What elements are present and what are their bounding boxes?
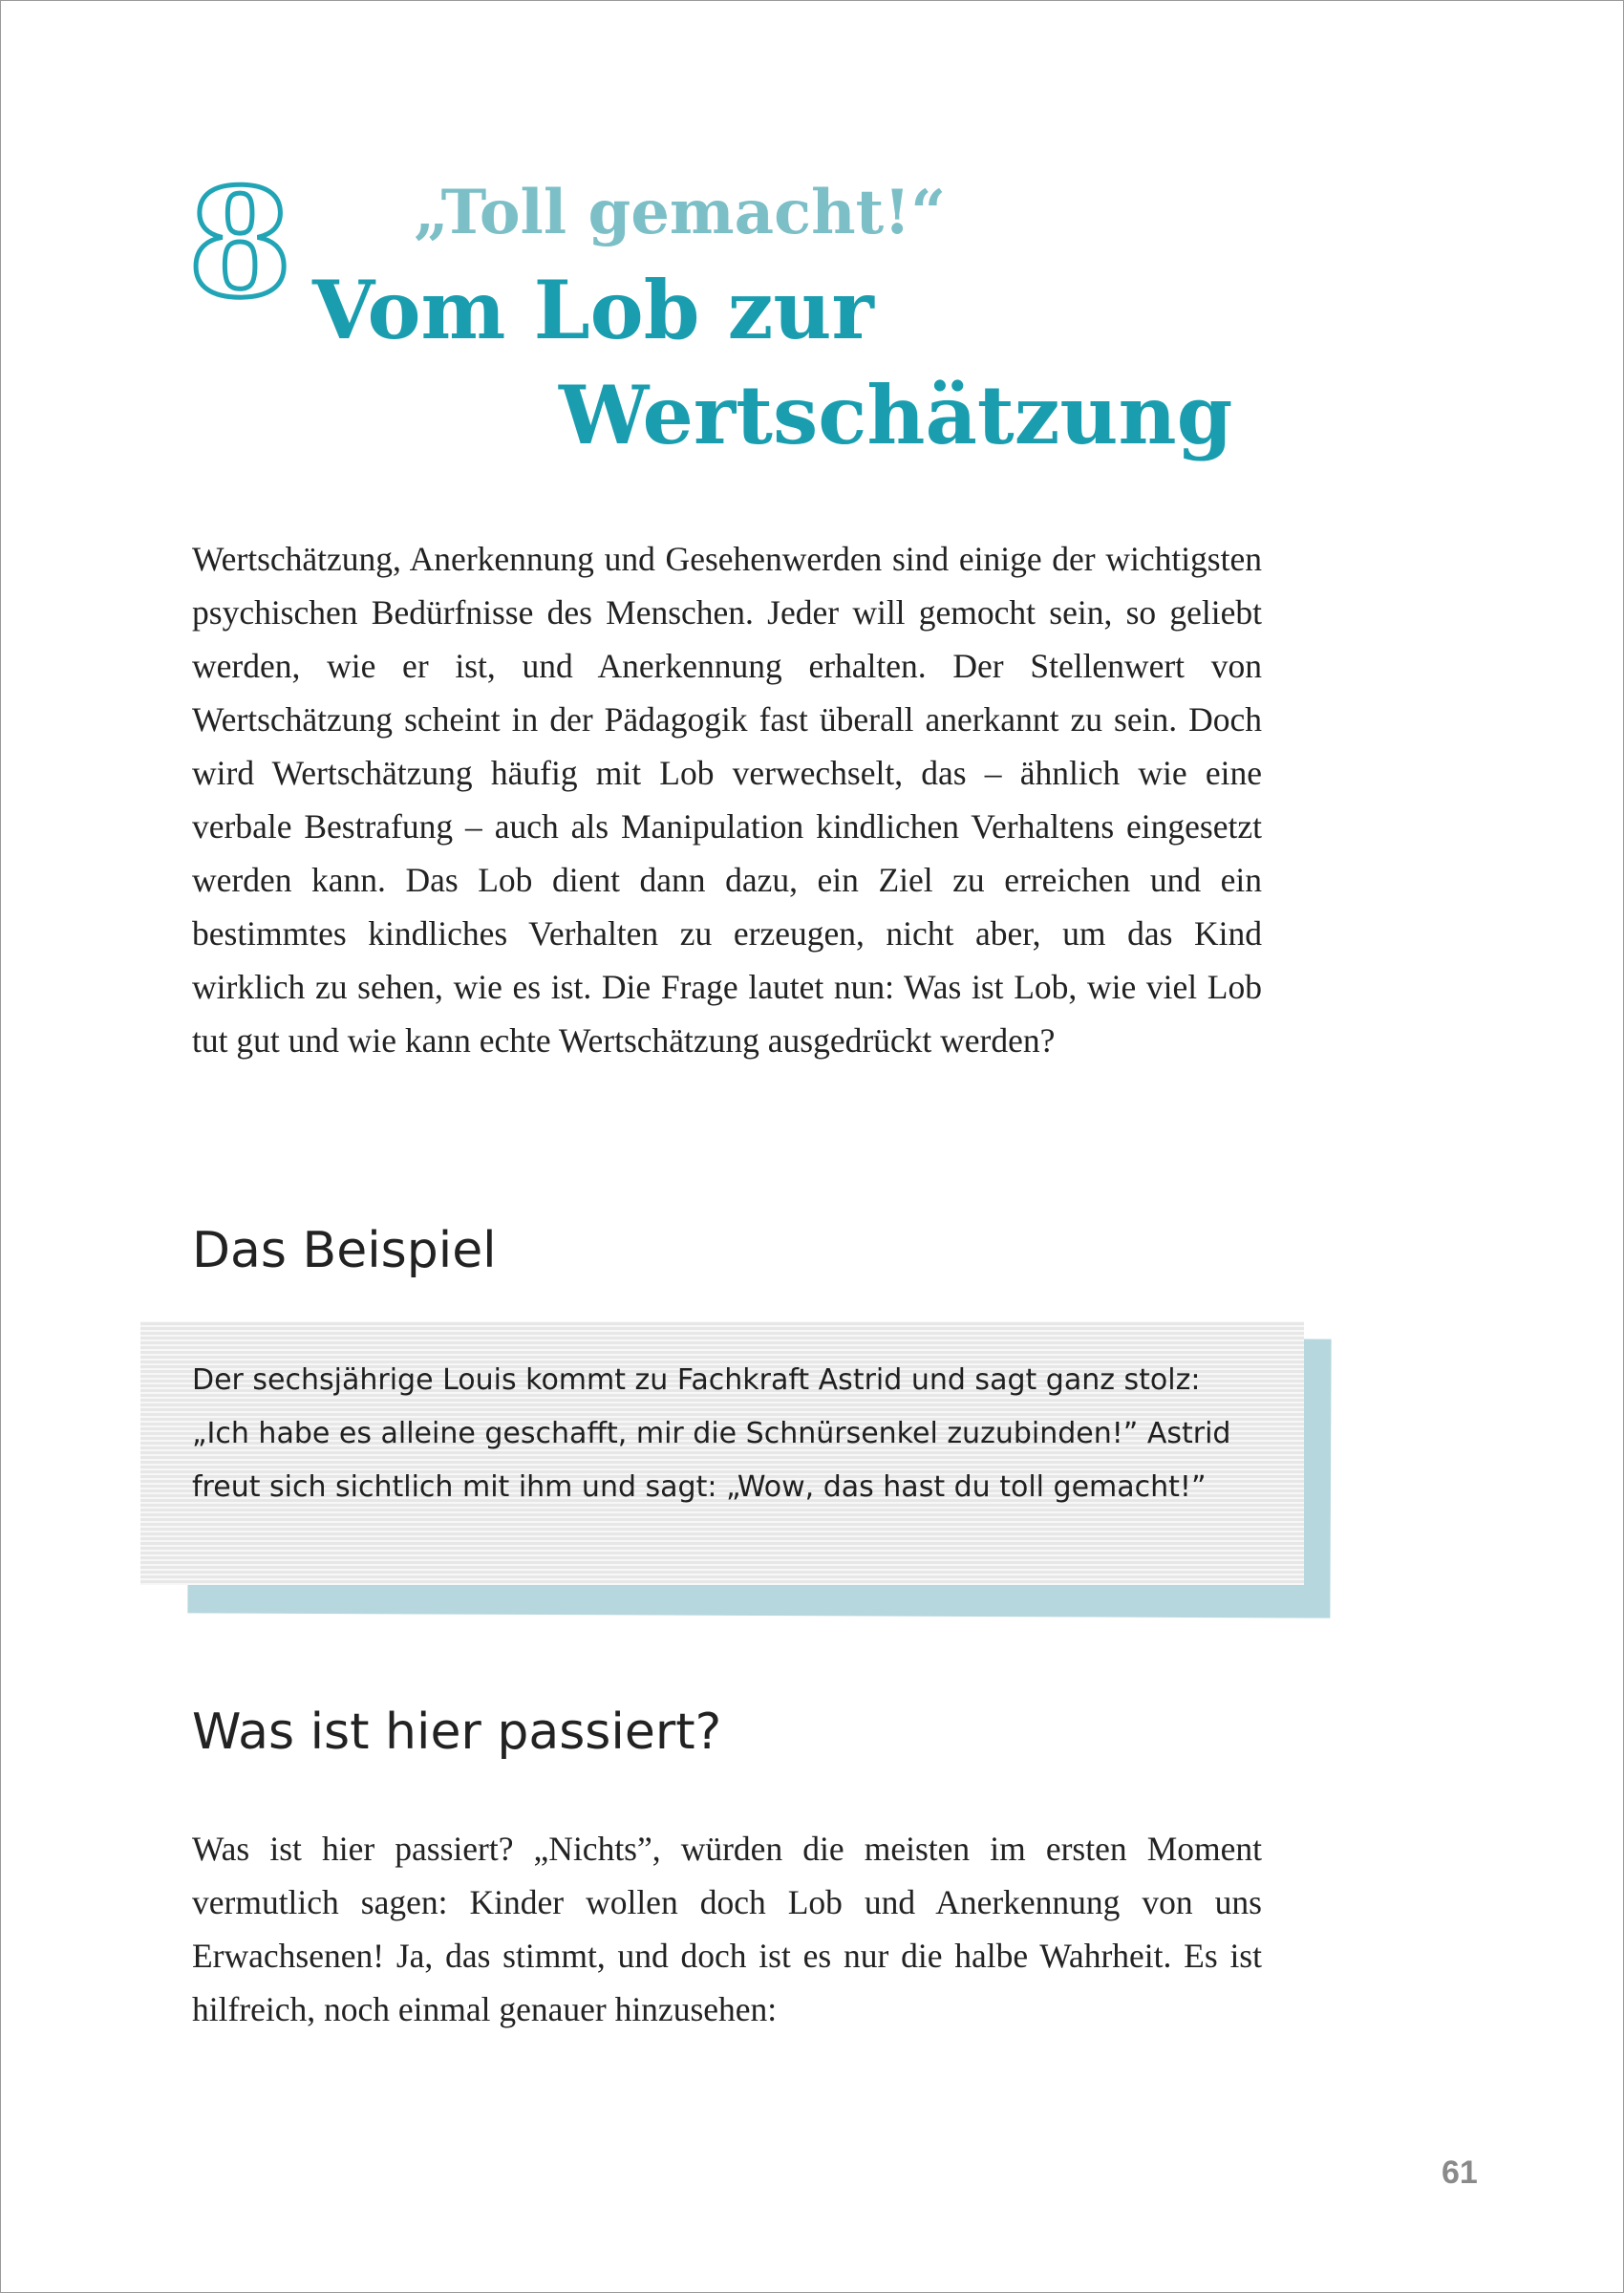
example-heading: Das Beispiel (192, 1222, 497, 1279)
chapter-kicker: „Toll gemacht!“ (414, 177, 947, 248)
analysis-paragraph: Was ist hier passiert? „Nichts”, würden die meisten im ersten Moment vermutlich sagen: Kinder wollen doch Lob und Anerkennung von uns Erwachsenen! Ja, das stimmt, und doch ist es nur die halbe Wahrheit. Es ist hilfreich, noch einmal genauer hinzusehen: (192, 1830, 1262, 2028)
example-text: Der sechsjährige Louis kommt zu Fachkraft Astrid und sagt ganz stolz: „Ich habe es alleine geschafft, mir die Schnürsenkel zuzubinden!” Astrid freut sich sichtlich mit ihm und sagt: „Wow, das hast du toll gemacht!” (192, 1363, 1231, 1504)
chapter-title-line-1: Vom Lob zur (312, 263, 874, 357)
analysis-heading: Was ist hier passiert? (192, 1704, 722, 1761)
intro-paragraph: Wertschätzung, Anerkennung und Gesehenwerden sind einige der wichtigsten psychischen Bedürfnisse des Menschen. Jeder will gemocht sein, so geliebt werden, wie er ist, und Anerkennung erhalten. Der Stellenwert von Wertschätzung scheint in der Pädagogik fast überall anerkannt zu sein. Doch wird Wertschätzung häufig mit Lob verwechselt, das – ähnlich wie eine verbale Bestrafung – auch als Manipulation kindlichen Verhaltens eingesetzt werden kann. Das Lob dient dann dazu, ein Ziel zu erreichen und ein bestimmtes kindliches Verhalten zu erzeugen, nicht aber, um das Kind wirklich zu sehen, wie es ist. Die Frage lautet nun: Was ist Lob, wie viel Lob tut gut und wie kann echte Wertschätzung ausgedrückt werden? (192, 540, 1262, 1060)
chapter-number: 8 (188, 156, 292, 331)
chapter-title-line-2: Wertschätzung (559, 368, 1233, 462)
page-number: 61 (1442, 2154, 1478, 2191)
